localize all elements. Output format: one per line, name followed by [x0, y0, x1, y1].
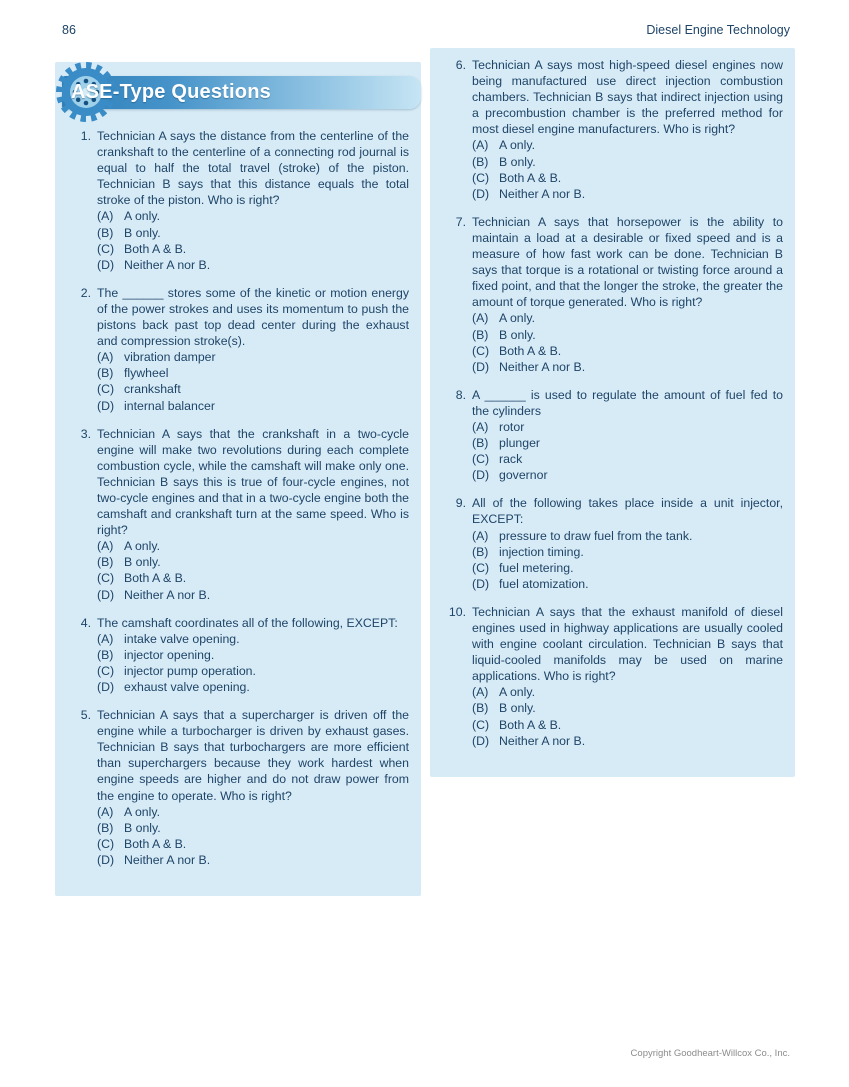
answer-option: [97, 852, 409, 868]
option-text: Neither A nor B.: [499, 186, 586, 201]
answer-option: [472, 560, 783, 576]
left-column-panel: [55, 62, 421, 896]
option-label: (A): [472, 311, 489, 326]
answer-option: [472, 186, 783, 202]
answer-option: [472, 359, 783, 375]
option-label: (B): [472, 701, 489, 716]
option-label: (B): [472, 154, 489, 169]
option-label: (B): [97, 647, 114, 662]
option-text: governor: [499, 468, 548, 483]
option-text: A only.: [124, 209, 161, 224]
question-body: [97, 707, 409, 868]
answer-option: [97, 208, 409, 224]
option-label: (C): [97, 836, 115, 851]
option-text: Both A & B.: [499, 343, 562, 358]
question-text: Technician A says most high-speed diesel engines now being manufactured use direct injection combustion chambers. Technician B says that indirect injection using a precombustion chamber is the preferred method for most diesel engine manufacturers. Who is right?: [472, 58, 783, 137]
option-text: rack: [499, 452, 523, 467]
option-text: Neither A nor B.: [124, 257, 211, 272]
question-number: 1.: [80, 129, 91, 143]
option-label: (B): [472, 327, 489, 342]
option-label: (B): [97, 555, 114, 570]
option-text: injector opening.: [124, 647, 215, 662]
option-text: fuel atomization.: [499, 576, 589, 591]
question-body: [472, 495, 783, 592]
option-label: (C): [97, 571, 115, 586]
option-text: exhaust valve opening.: [124, 680, 250, 694]
question-body: [97, 285, 409, 414]
copyright: Copyright Goodheart-Willcox Co., Inc.: [630, 1048, 790, 1059]
question-list-right: [430, 57, 795, 763]
page-header: [62, 23, 790, 37]
option-text: Neither A nor B.: [124, 852, 211, 867]
option-text: rotor: [499, 419, 525, 434]
answer-options: [472, 137, 783, 201]
answer-option: [97, 663, 409, 679]
answer-option: [472, 419, 783, 435]
option-text: fuel metering.: [499, 560, 574, 575]
answer-option: [97, 836, 409, 852]
answer-options: [97, 349, 409, 413]
option-text: internal balancer: [124, 398, 215, 413]
question: [69, 707, 409, 868]
answer-option: [97, 398, 409, 414]
question-body: [97, 426, 409, 603]
answer-option: [472, 137, 783, 153]
question: [444, 387, 783, 484]
answer-option: [472, 717, 783, 733]
question-text: Technician A says that the crankshaft in a two-cycle engine will make two revolutions during each complete combustion cycle, while the camshaft will make only one. Technician B says this is true of four-cycle engines, not two-cycle engines and that in a two-cycle engine both the camshaft and crankshaft turn at the same speed. Who is right?: [97, 426, 409, 538]
option-label: (C): [97, 382, 115, 397]
question-body: [472, 604, 783, 749]
option-text: crankshaft: [124, 382, 181, 397]
answer-option: [472, 435, 783, 451]
option-text: injector pump operation.: [124, 663, 256, 678]
answer-options: [97, 538, 409, 602]
question-body: [472, 387, 783, 484]
option-text: Both A & B.: [124, 571, 187, 586]
question: [69, 285, 409, 414]
question: [69, 615, 409, 695]
option-label: (C): [472, 717, 490, 732]
question-text: The camshaft coordinates all of the following, EXCEPT:: [97, 615, 398, 630]
answer-options: [472, 684, 783, 748]
question-body: [97, 128, 409, 273]
answer-option: [97, 679, 409, 695]
answer-option: [472, 544, 783, 560]
question-list-left: [55, 109, 421, 882]
right-column-panel: [430, 48, 795, 777]
option-text: injection timing.: [499, 544, 584, 559]
question-number: 4.: [80, 615, 91, 630]
option-label: (A): [97, 804, 114, 819]
option-label: (D): [97, 398, 115, 413]
question-number: 8.: [455, 387, 466, 402]
answer-option: [472, 327, 783, 343]
answer-option: [97, 631, 409, 647]
question-number: 10.: [448, 604, 466, 619]
answer-option: [97, 647, 409, 663]
question-number: 3.: [80, 426, 91, 441]
question: [69, 426, 409, 603]
option-label: (D): [472, 186, 490, 201]
option-text: Neither A nor B.: [499, 733, 586, 748]
question-number: 9.: [455, 496, 466, 511]
option-text: B only.: [499, 154, 536, 169]
question-text: Technician A says the distance from the centerline of the crankshaft to the centerline of a connecting rod journal is equal to half the total travel (stroke) of the piston. Technician B says that this distance equals the total stroke of the piston. Who is right?: [97, 129, 409, 208]
answer-option: [97, 349, 409, 365]
option-text: B only.: [124, 225, 161, 240]
answer-option: [472, 700, 783, 716]
option-label: (A): [97, 539, 114, 554]
option-label: (D): [97, 680, 115, 694]
answer-option: [97, 241, 409, 257]
option-label: (D): [472, 733, 490, 748]
option-label: (B): [97, 366, 114, 381]
option-text: pressure to draw fuel from the tank.: [499, 528, 693, 543]
option-text: A only.: [499, 311, 536, 326]
option-label: (B): [472, 544, 489, 559]
option-text: A only.: [499, 138, 536, 153]
answer-option: [97, 804, 409, 820]
option-text: intake valve opening.: [124, 631, 240, 646]
option-text: Neither A nor B.: [499, 359, 586, 374]
option-label: (A): [472, 138, 489, 153]
answer-option: [472, 467, 783, 483]
option-label: (B): [472, 436, 489, 451]
option-label: (D): [472, 468, 490, 483]
answer-option: [472, 733, 783, 749]
option-label: (A): [97, 631, 114, 646]
answer-options: [472, 419, 783, 483]
answer-option: [97, 587, 409, 603]
option-label: (D): [97, 587, 115, 602]
option-label: (C): [472, 560, 490, 575]
option-text: Both A & B.: [499, 717, 562, 732]
running-head: Diesel Engine Technology: [646, 23, 790, 37]
option-label: (A): [472, 685, 489, 700]
option-label: (B): [97, 225, 114, 240]
question-text: All of the following takes place inside a unit injector, EXCEPT:: [472, 496, 783, 527]
question-text: Technician A says that a supercharger is driven off the engine while a turbocharger is driven by exhaust gases. Technician B says that turbochargers are more efficient than superchargers because they work hardest when engine speeds are higher and do not draw power from the engine to operate. Who is right?: [97, 708, 409, 803]
option-text: A only.: [124, 539, 161, 554]
option-label: (B): [97, 820, 114, 835]
answer-option: [97, 820, 409, 836]
question-number: 5.: [80, 708, 91, 723]
section-banner: [62, 76, 421, 109]
option-text: A only.: [124, 804, 161, 819]
option-text: B only.: [124, 820, 161, 835]
question-number: 6.: [455, 58, 466, 72]
option-text: Both A & B.: [499, 170, 562, 185]
page-number: 86: [62, 23, 76, 37]
answer-option: [472, 451, 783, 467]
option-label: (A): [472, 528, 489, 543]
question-text: Technician A says that the exhaust manifold of diesel engines used in highway applications are usually cooled with engine coolant circulation. Technician B says that liquid-cooled manifolds may be used on marine applications. Who is right?: [472, 604, 783, 684]
option-text: vibration damper: [124, 350, 216, 365]
option-label: (C): [472, 343, 490, 358]
answer-option: [472, 528, 783, 544]
option-label: (A): [97, 350, 114, 365]
answer-option: [97, 365, 409, 381]
answer-option: [97, 570, 409, 586]
question: [444, 214, 783, 375]
option-label: (C): [472, 170, 490, 185]
question: [444, 57, 783, 202]
answer-option: [97, 554, 409, 570]
question-number: 2.: [80, 285, 91, 300]
page-footer: [631, 1048, 790, 1059]
answer-option: [472, 343, 783, 359]
answer-options: [97, 208, 409, 272]
answer-option: [472, 170, 783, 186]
question-text: The ______ stores some of the kinetic or motion energy of the power strokes and uses its momentum to push the pistons back past top dead center during the exhaust and compression stroke(s).: [97, 285, 409, 349]
question-body: [472, 57, 783, 202]
question: [444, 495, 783, 592]
option-text: A only.: [499, 685, 536, 700]
option-text: Both A & B.: [124, 241, 187, 256]
question-text: Technician A says that horsepower is the ability to maintain a load at a desirable or fixed speed and is a measure of how fast work can be done. Technician B says that torque is a rotational or twisting force around a fixed point, and that the longer the stroke, the greater the amount of torque generated. Who is right?: [472, 214, 783, 310]
option-label: (C): [472, 452, 490, 467]
answer-option: [472, 310, 783, 326]
option-label: (D): [97, 257, 115, 272]
option-label: (D): [97, 852, 115, 867]
option-label: (D): [472, 359, 490, 374]
answer-options: [472, 528, 783, 592]
option-label: (C): [97, 241, 115, 256]
option-text: B only.: [124, 555, 161, 570]
option-text: plunger: [499, 436, 541, 451]
answer-option: [472, 154, 783, 170]
question-number: 7.: [455, 214, 466, 229]
answer-options: [97, 804, 409, 868]
question-body: [97, 615, 409, 695]
question-text: A ______ is used to regulate the amount of fuel fed to the cylinders: [472, 387, 783, 418]
option-label: (A): [472, 419, 489, 434]
question: [69, 128, 409, 273]
answer-option: [97, 225, 409, 241]
answer-option: [97, 538, 409, 554]
option-text: Both A & B.: [124, 836, 187, 851]
option-label: (D): [472, 576, 490, 591]
section-title: ASE-Type Questions: [71, 81, 271, 103]
answer-option: [472, 576, 783, 592]
option-label: (C): [97, 663, 115, 678]
option-text: B only.: [499, 327, 536, 342]
option-text: Neither A nor B.: [124, 587, 211, 602]
question-body: [472, 214, 783, 375]
question: [444, 604, 783, 749]
option-text: B only.: [499, 701, 536, 716]
answer-option: [472, 684, 783, 700]
option-label: (A): [97, 209, 114, 224]
answer-options: [97, 631, 409, 695]
option-text: flywheel: [124, 366, 169, 381]
answer-options: [472, 310, 783, 374]
answer-option: [97, 257, 409, 273]
answer-option: [97, 381, 409, 397]
